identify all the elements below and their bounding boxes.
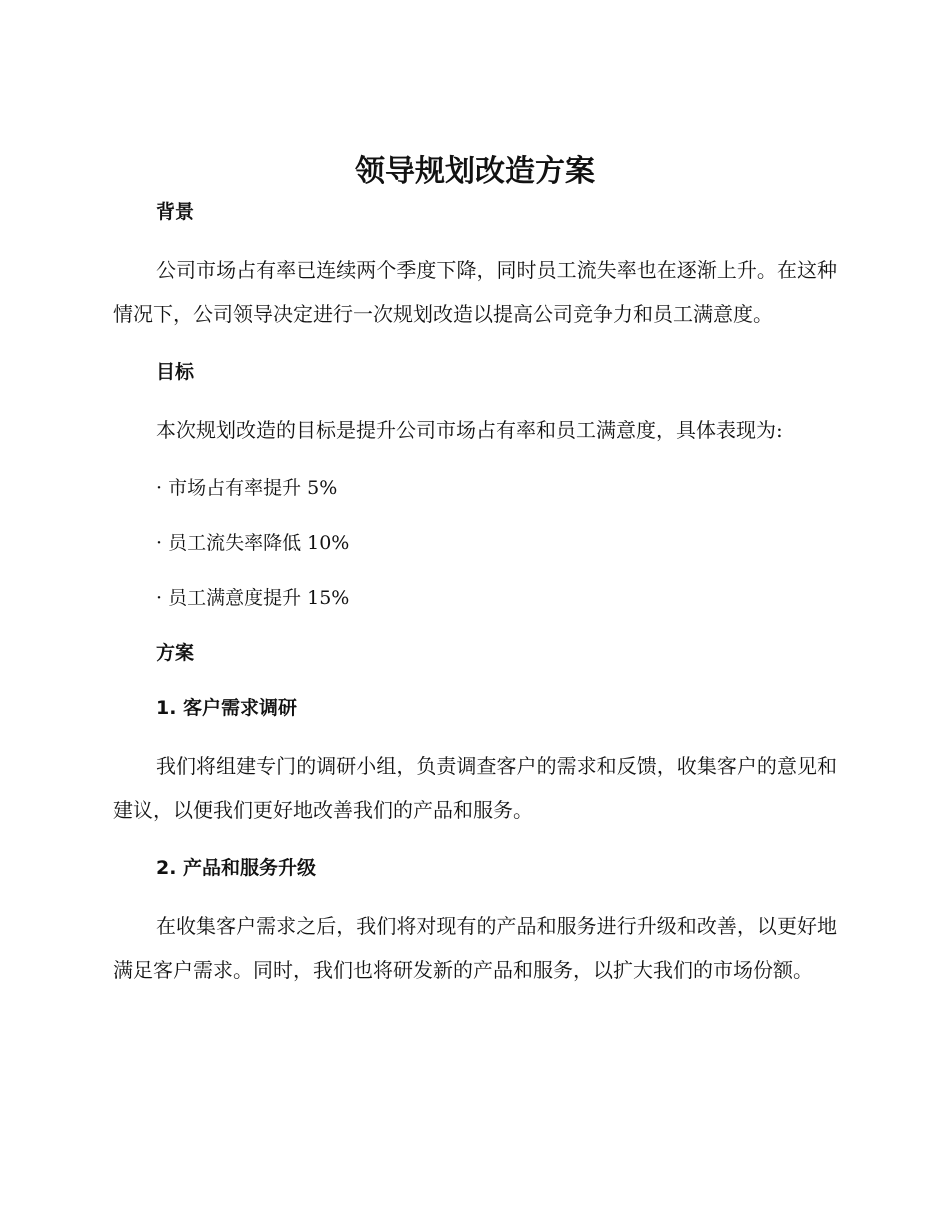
plan-item-paragraph-2: 在收集客户需求之后，我们将对现有的产品和服务进行升级和改善，以更好地满足客户需求。同时，我们也将研发新的产品和服务，以扩大我们的市场份额。 [113, 914, 837, 982]
section-heading-background: 背景 [156, 201, 195, 223]
list-item: · 员工满意度提升 15% [156, 587, 350, 609]
background-paragraph: 公司市场占有率已连续两个季度下降，同时员工流失率也在逐渐上升。在这种情况下，公司领导决定进行一次规划改造以提高公司竞争力和员工满意度。 [113, 258, 837, 326]
plan-item-heading-2: 2. 产品和服务升级 [156, 857, 317, 879]
document-body [113, 150, 837, 992]
document-title: 领导规划改造方案 [355, 154, 595, 189]
list-item: · 员工流失率降低 10% [156, 532, 350, 554]
goals-list [113, 474, 837, 612]
goals-paragraph: 本次规划改造的目标是提升公司市场占有率和员工满意度，具体表现为: [156, 418, 783, 442]
plan-item-heading-1: 1. 客户需求调研 [156, 697, 298, 719]
list-item: · 市场占有率提升 5% [156, 477, 338, 499]
section-heading-goals: 目标 [156, 361, 195, 383]
section-heading-plan: 方案 [156, 642, 195, 664]
plan-item-paragraph-1: 我们将组建专门的调研小组，负责调查客户的需求和反馈，收集客户的意见和建议，以便我们更好地改善我们的产品和服务。 [113, 754, 837, 822]
